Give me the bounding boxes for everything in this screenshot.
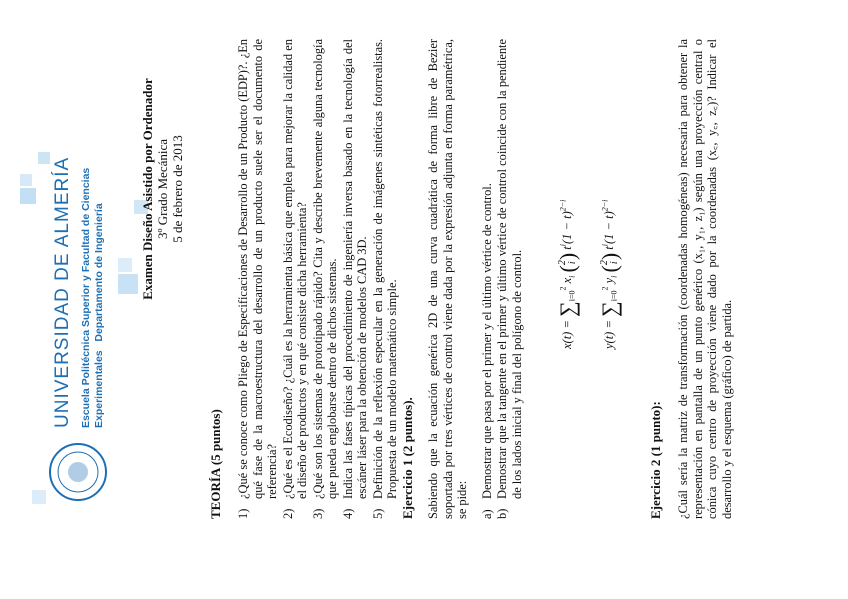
formula-x: $x(t) = \sum_{i=0}^2$ $x_i$ (2 i) $t^i(1 - t)^{2-i}$ <box>555 199 580 349</box>
ejercicio1-intro: Sabiendo que la ecuación genérica 2D de una curva cuadrática de forma libre de Bezier soportada por tres vértices de control viene dada por la expresión adjunta en forma paramétrica, se pide: <box>426 39 469 519</box>
teoria-question: 5) Definición de la reflexión especular en la generación de imágenes sintéticas fotorrealistas. Propuesta de un modelo matemático simple. <box>370 39 399 519</box>
exam-header <box>140 29 185 349</box>
university-seal-icon <box>46 440 110 504</box>
exam-title: Examen Diseño Asistido por Ordenador <box>140 78 155 300</box>
school-name-line1: Escuela Politécnica Superior y Facultad de Ciencias <box>80 167 92 428</box>
ejercicio2-section <box>648 39 734 519</box>
ejercicio1-heading: Ejercicio 1 (2 puntos). <box>400 397 415 519</box>
teoria-question: 1) ¿Qué se conoce como Pliego de Especificaciones de Desarrollo de un Producto (EDP)?. ¿En qué fase de la macroestructura del desarrollo de un producto suele ser el documento de referencia? <box>236 39 279 519</box>
teoria-question: 3) ¿Qué son los sistemas de prototipado rápido? Cita y describe brevemente alguna tecnología que pueda englobarse dentro de dichos sistemas. <box>310 39 339 519</box>
ejercicio2-text: ¿Cuál sería la matriz de transformación (coordenadas homogéneas) necesaria para obtener la representación en pantalla de un punto genérico (x₁, y₁, z₁) según una proyección central o cónica cuyo centro de proyección viene dado por la coordenadas (x꜀, y꜀, z꜀)? Indicar el desarrollo y el esquema (gráfico) de partida. <box>676 39 734 519</box>
teoria-section <box>208 39 401 519</box>
ejercicio1-items <box>480 39 525 519</box>
teoria-questions <box>236 39 400 519</box>
teoria-question: 2) ¿Qué es el Ecodiseño? ¿Cuál es la herramienta básica que emplea para mejorar la calidad en el diseño de productos y en qué consiste dicha herramienta? <box>280 39 309 519</box>
school-name-line2: Experimentales Departamento de Ingeniería <box>93 203 105 428</box>
exam-date: 5 de febrero de 2013 <box>170 135 185 243</box>
ejercicio2-heading: Ejercicio 2 (1 punto): <box>648 401 663 519</box>
teoria-question: 4) Indica las fases típicas del procedimiento de ingeniería inversa basado en la tecnología del escáner láser para la obtención de modelos CAD 3D. <box>340 39 369 519</box>
teoria-heading: TEORÍA (5 puntos) <box>208 409 223 519</box>
formula-y: $y(t) = \sum_{i=0}^2$ $y_i$ (2 i) $t^i(1 - t)^{2-i}$ <box>597 199 622 349</box>
university-name: UNIVERSIDAD DE ALMERÍA <box>52 156 73 428</box>
ejercicio1-item: b) Demostrar que la tangente en el primer y último vértice de control coincide con la pendiente de los lados inicial y final del polígono de control. <box>495 39 524 519</box>
ejercicio1-section <box>400 39 525 519</box>
ejercicio1-item: a) Demostrar que pasa por el primer y el último vértice de control. <box>479 183 494 519</box>
exam-course: 3º Grado Mecánica <box>155 138 170 240</box>
